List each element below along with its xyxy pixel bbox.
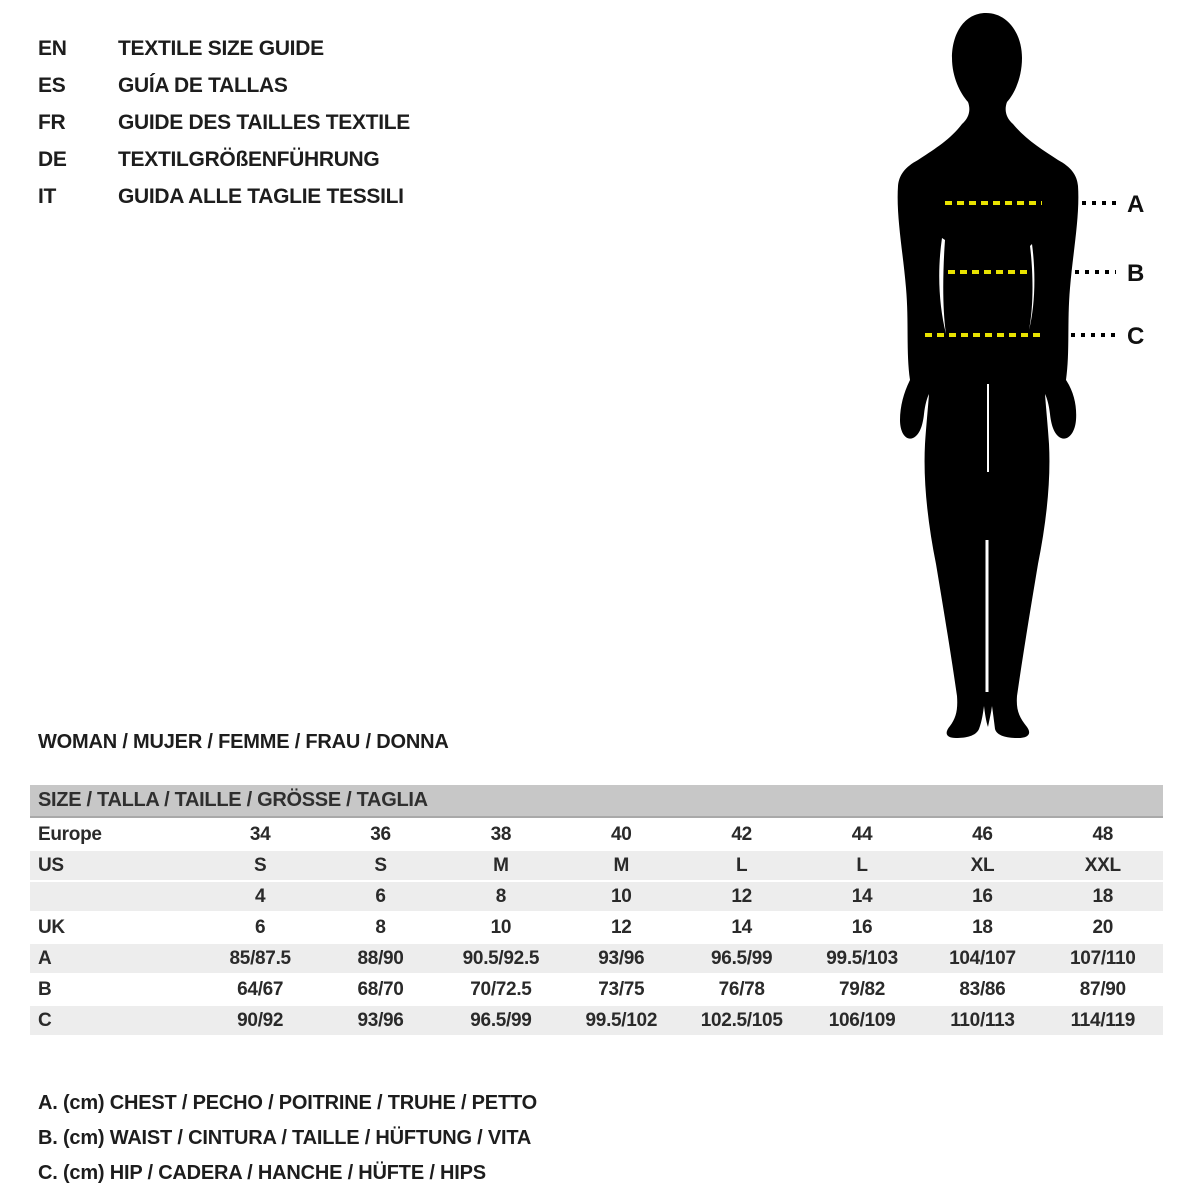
size-cell: 99.5/103 <box>802 943 922 974</box>
size-cell: S <box>320 850 440 881</box>
size-cell: 87/90 <box>1043 974 1163 1005</box>
language-row-it <box>38 178 410 215</box>
size-cell: 73/75 <box>561 974 681 1005</box>
table-row <box>30 943 1163 974</box>
language-code: EN <box>38 36 67 60</box>
size-cell: 16 <box>802 912 922 943</box>
table-row <box>30 912 1163 943</box>
size-cell: S <box>200 850 320 881</box>
table-row <box>30 974 1163 1005</box>
language-title: GUIDA ALLE TAGLIE TESSILI <box>118 184 404 208</box>
size-cell: 96.5/99 <box>441 1005 561 1036</box>
size-table-grid <box>30 820 1163 1037</box>
size-cell: 44 <box>802 820 922 850</box>
language-code: FR <box>38 110 66 134</box>
size-cell: 93/96 <box>320 1005 440 1036</box>
language-row-fr <box>38 104 410 141</box>
size-cell: 90.5/92.5 <box>441 943 561 974</box>
language-title: TEXTILGRÖßENFÜHRUNG <box>118 147 380 171</box>
measurement-label-b: B <box>1127 260 1145 287</box>
size-cell: 10 <box>441 912 561 943</box>
size-cell: 114/119 <box>1043 1005 1163 1036</box>
measurement-legend <box>38 1086 537 1191</box>
size-cell: 83/86 <box>922 974 1042 1005</box>
language-list <box>38 30 410 215</box>
language-row-en <box>38 30 410 67</box>
size-cell: 104/107 <box>922 943 1042 974</box>
row-label: B <box>30 974 200 1005</box>
size-cell: 14 <box>682 912 802 943</box>
size-cell: 68/70 <box>320 974 440 1005</box>
size-cell: 102.5/105 <box>682 1005 802 1036</box>
size-cell: 88/90 <box>320 943 440 974</box>
size-cell: 8 <box>320 912 440 943</box>
size-cell: 93/96 <box>561 943 681 974</box>
size-cell: 4 <box>200 881 320 912</box>
language-title: GUIDE DES TAILLES TEXTILE <box>118 110 410 134</box>
size-cell: 12 <box>561 912 681 943</box>
row-label <box>30 881 200 912</box>
language-code: ES <box>38 73 66 97</box>
size-cell: 64/67 <box>200 974 320 1005</box>
size-cell: 14 <box>802 881 922 912</box>
size-cell: XXL <box>1043 850 1163 881</box>
row-label: UK <box>30 912 200 943</box>
measurement-label-c: C <box>1127 323 1145 350</box>
size-cell: 6 <box>320 881 440 912</box>
size-cell: 18 <box>922 912 1042 943</box>
language-code: DE <box>38 147 67 171</box>
row-label: C <box>30 1005 200 1036</box>
size-cell: 42 <box>682 820 802 850</box>
table-row <box>30 1005 1163 1036</box>
size-table <box>30 785 1163 1037</box>
gender-title: WOMAN / MUJER / FEMME / FRAU / DONNA <box>38 731 449 753</box>
size-cell: 107/110 <box>1043 943 1163 974</box>
size-cell: 106/109 <box>802 1005 922 1036</box>
measurement-diagram <box>860 0 1200 760</box>
language-title: TEXTILE SIZE GUIDE <box>118 36 324 60</box>
size-cell: L <box>802 850 922 881</box>
size-cell: 16 <box>922 881 1042 912</box>
legend-line-waist: B. (cm) WAIST / CINTURA / TAILLE / HÜFTUNG / VITA <box>38 1127 532 1149</box>
language-code: IT <box>38 184 57 208</box>
row-label: US <box>30 850 200 881</box>
size-cell: 90/92 <box>200 1005 320 1036</box>
size-cell: 34 <box>200 820 320 850</box>
size-cell: 38 <box>441 820 561 850</box>
legend-line-chest: A. (cm) CHEST / PECHO / POITRINE / TRUHE / PETTO <box>38 1092 537 1114</box>
size-cell: 85/87.5 <box>200 943 320 974</box>
language-title: GUÍA DE TALLAS <box>118 73 288 97</box>
row-label: Europe <box>30 820 200 850</box>
size-cell: 8 <box>441 881 561 912</box>
woman-figure-svg <box>860 0 1200 760</box>
size-cell: 79/82 <box>802 974 922 1005</box>
size-cell: 12 <box>682 881 802 912</box>
size-cell: 18 <box>1043 881 1163 912</box>
size-cell: 10 <box>561 881 681 912</box>
size-cell: 36 <box>320 820 440 850</box>
size-cell: 76/78 <box>682 974 802 1005</box>
language-row-es <box>38 67 410 104</box>
measurement-label-a: A <box>1127 191 1145 218</box>
size-cell: 6 <box>200 912 320 943</box>
size-cell: 110/113 <box>922 1005 1042 1036</box>
size-cell: 40 <box>561 820 681 850</box>
table-row <box>30 820 1163 850</box>
size-table-body <box>30 820 1163 1036</box>
language-row-de <box>38 141 410 178</box>
size-cell: 20 <box>1043 912 1163 943</box>
row-label: A <box>30 943 200 974</box>
size-table-header: SIZE / TALLA / TAILLE / GRÖSSE / TAGLIA <box>30 785 1163 818</box>
size-cell: 46 <box>922 820 1042 850</box>
size-cell: 70/72.5 <box>441 974 561 1005</box>
size-cell: L <box>682 850 802 881</box>
size-cell: M <box>441 850 561 881</box>
size-cell: 48 <box>1043 820 1163 850</box>
legend-line-hip: C. (cm) HIP / CADERA / HANCHE / HÜFTE / HIPS <box>38 1162 486 1184</box>
size-cell: M <box>561 850 681 881</box>
size-cell: XL <box>922 850 1042 881</box>
size-cell: 96.5/99 <box>682 943 802 974</box>
table-row <box>30 850 1163 881</box>
size-cell: 99.5/102 <box>561 1005 681 1036</box>
table-row <box>30 881 1163 912</box>
